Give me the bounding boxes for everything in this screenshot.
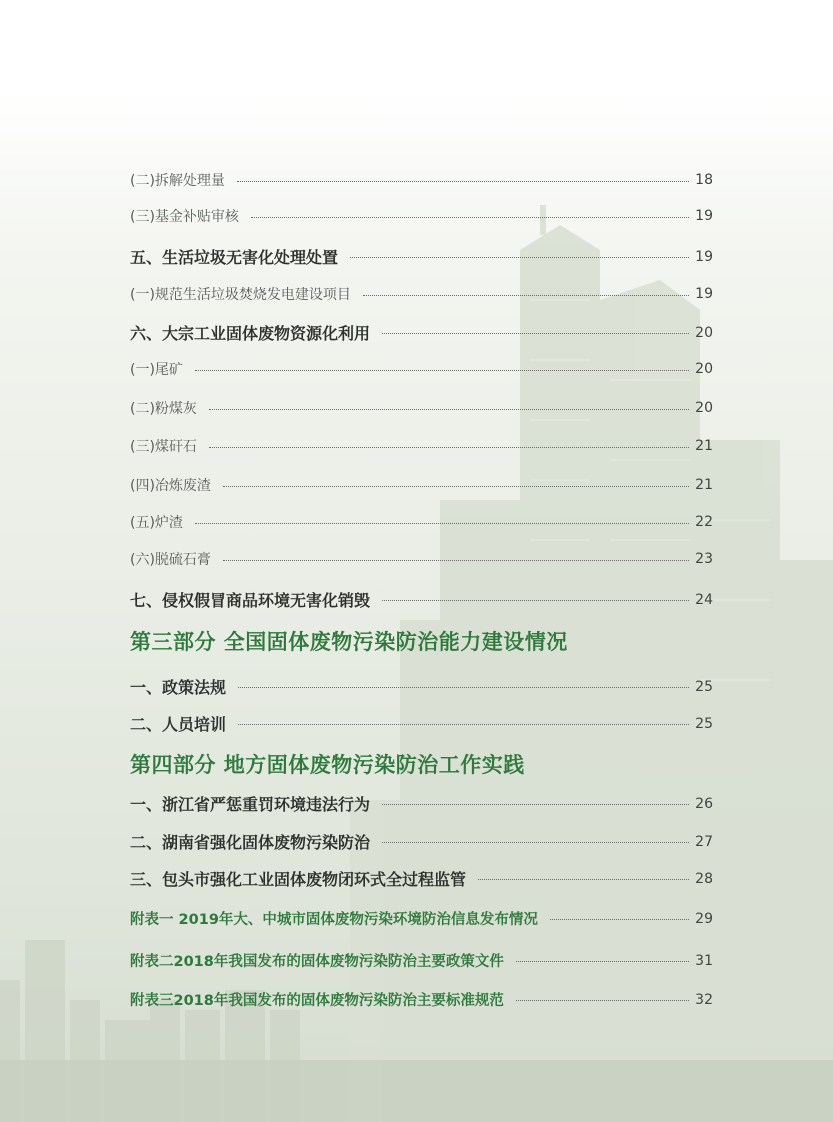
toc-entry[interactable] <box>130 359 713 379</box>
toc-entry-title: (一)尾矿 <box>130 362 183 378</box>
toc-entry-title: 一、政策法规 <box>130 678 227 697</box>
dot-leader <box>516 1000 689 1001</box>
toc-entry-title: 三、包头市强化工业固体废物闭环式全过程监管 <box>130 870 467 889</box>
toc-entry-title: (四)冶炼废渣 <box>130 478 211 494</box>
toc-entry-title: (一)规范生活垃圾焚烧发电建设项目 <box>130 287 351 303</box>
toc-entry-title: (二)拆解处理量 <box>130 173 225 189</box>
toc-entry[interactable] <box>130 792 713 815</box>
dot-leader <box>237 181 689 182</box>
toc-entry[interactable] <box>130 206 713 226</box>
toc-entry[interactable] <box>130 398 713 418</box>
toc-entry-title: (三)基金补贴审核 <box>130 209 239 225</box>
toc-entry[interactable] <box>130 712 713 735</box>
toc-page-number: 25 <box>695 678 713 695</box>
toc-page-number: 19 <box>695 208 713 224</box>
toc-entry[interactable] <box>130 549 713 569</box>
toc-entry-title: 七、侵权假冒商品环境无害化销毁 <box>130 591 371 610</box>
toc-page-number: 19 <box>695 248 713 265</box>
toc-entry[interactable] <box>130 675 713 698</box>
toc-page-number: 23 <box>695 551 713 567</box>
dot-leader <box>382 333 689 334</box>
dot-leader <box>223 486 689 487</box>
toc-entry[interactable] <box>130 170 713 190</box>
toc-page-number: 29 <box>695 910 713 927</box>
dot-leader <box>382 842 689 843</box>
toc-entry[interactable] <box>130 867 713 890</box>
toc-entry-title: (五)炉渣 <box>130 515 183 531</box>
toc-entry-title: 附表二2018年我国发布的固体废物污染防治主要政策文件 <box>130 954 504 970</box>
dot-leader <box>238 687 689 688</box>
toc-page-number: 25 <box>695 715 713 732</box>
dot-leader <box>382 804 689 805</box>
toc-page-number: 27 <box>695 833 713 850</box>
dot-leader <box>238 724 689 725</box>
dot-leader <box>209 447 689 448</box>
dot-leader <box>195 523 689 524</box>
toc-entry-title: (六)脱硫石膏 <box>130 552 211 568</box>
toc-entry-title: 一、浙江省严惩重罚环境违法行为 <box>130 795 371 814</box>
toc-page-number: 20 <box>695 400 713 416</box>
dot-leader <box>350 257 689 258</box>
toc-entry-title: 附表一 2019年大、中城市固体废物污染环境防治信息发布情况 <box>130 912 538 928</box>
toc-page-number: 28 <box>695 870 713 887</box>
toc-entry[interactable] <box>130 436 713 456</box>
dot-leader <box>195 370 689 371</box>
toc-page-number: 22 <box>695 514 713 530</box>
toc-entry-title: 二、人员培训 <box>130 715 227 734</box>
toc-entry-title: 二、湖南省强化固体废物污染防治 <box>130 833 371 852</box>
toc-entry[interactable] <box>130 588 713 611</box>
toc-page-number: 19 <box>695 286 713 302</box>
dot-leader <box>382 600 689 601</box>
toc-part-heading[interactable] <box>130 626 713 656</box>
toc-entry-title: 五、生活垃圾无害化处理处置 <box>130 248 339 267</box>
toc-entry[interactable] <box>130 830 713 853</box>
dot-leader <box>209 409 689 410</box>
toc-page-number: 24 <box>695 591 713 608</box>
toc-page-number: 21 <box>695 477 713 493</box>
toc-entry[interactable] <box>130 475 713 495</box>
dot-leader <box>251 217 689 218</box>
toc-entry-title: 六、大宗工业固体废物资源化利用 <box>130 324 371 343</box>
toc-page-number: 31 <box>695 952 713 969</box>
toc-entry[interactable] <box>130 989 713 1010</box>
dot-leader <box>550 919 689 920</box>
toc-entry-title: 第四部分 地方固体废物污染防治工作实践 <box>130 753 525 777</box>
toc-page-number: 18 <box>695 172 713 188</box>
toc-entry-title: (三)煤矸石 <box>130 439 197 455</box>
toc-entry[interactable] <box>130 950 713 971</box>
toc-entry-title: 第三部分 全国固体废物污染防治能力建设情况 <box>130 630 568 654</box>
toc-entry[interactable] <box>130 512 713 532</box>
toc-entry[interactable] <box>130 321 713 344</box>
toc-part-heading[interactable] <box>130 749 713 779</box>
toc-page-number: 21 <box>695 438 713 454</box>
dot-leader <box>363 295 689 296</box>
toc-page-number: 26 <box>695 795 713 812</box>
toc-entry[interactable] <box>130 908 713 929</box>
toc-entry[interactable] <box>130 284 713 304</box>
dot-leader <box>478 879 689 880</box>
dot-leader <box>516 961 689 962</box>
toc-entry[interactable] <box>130 245 713 268</box>
toc-page-number: 20 <box>695 361 713 377</box>
toc-page-number: 32 <box>695 991 713 1008</box>
toc-entry-title: (二)粉煤灰 <box>130 401 197 417</box>
toc-entry-title: 附表三2018年我国发布的固体废物污染防治主要标准规范 <box>130 993 504 1009</box>
dot-leader <box>223 560 689 561</box>
toc-page-number: 20 <box>695 324 713 341</box>
